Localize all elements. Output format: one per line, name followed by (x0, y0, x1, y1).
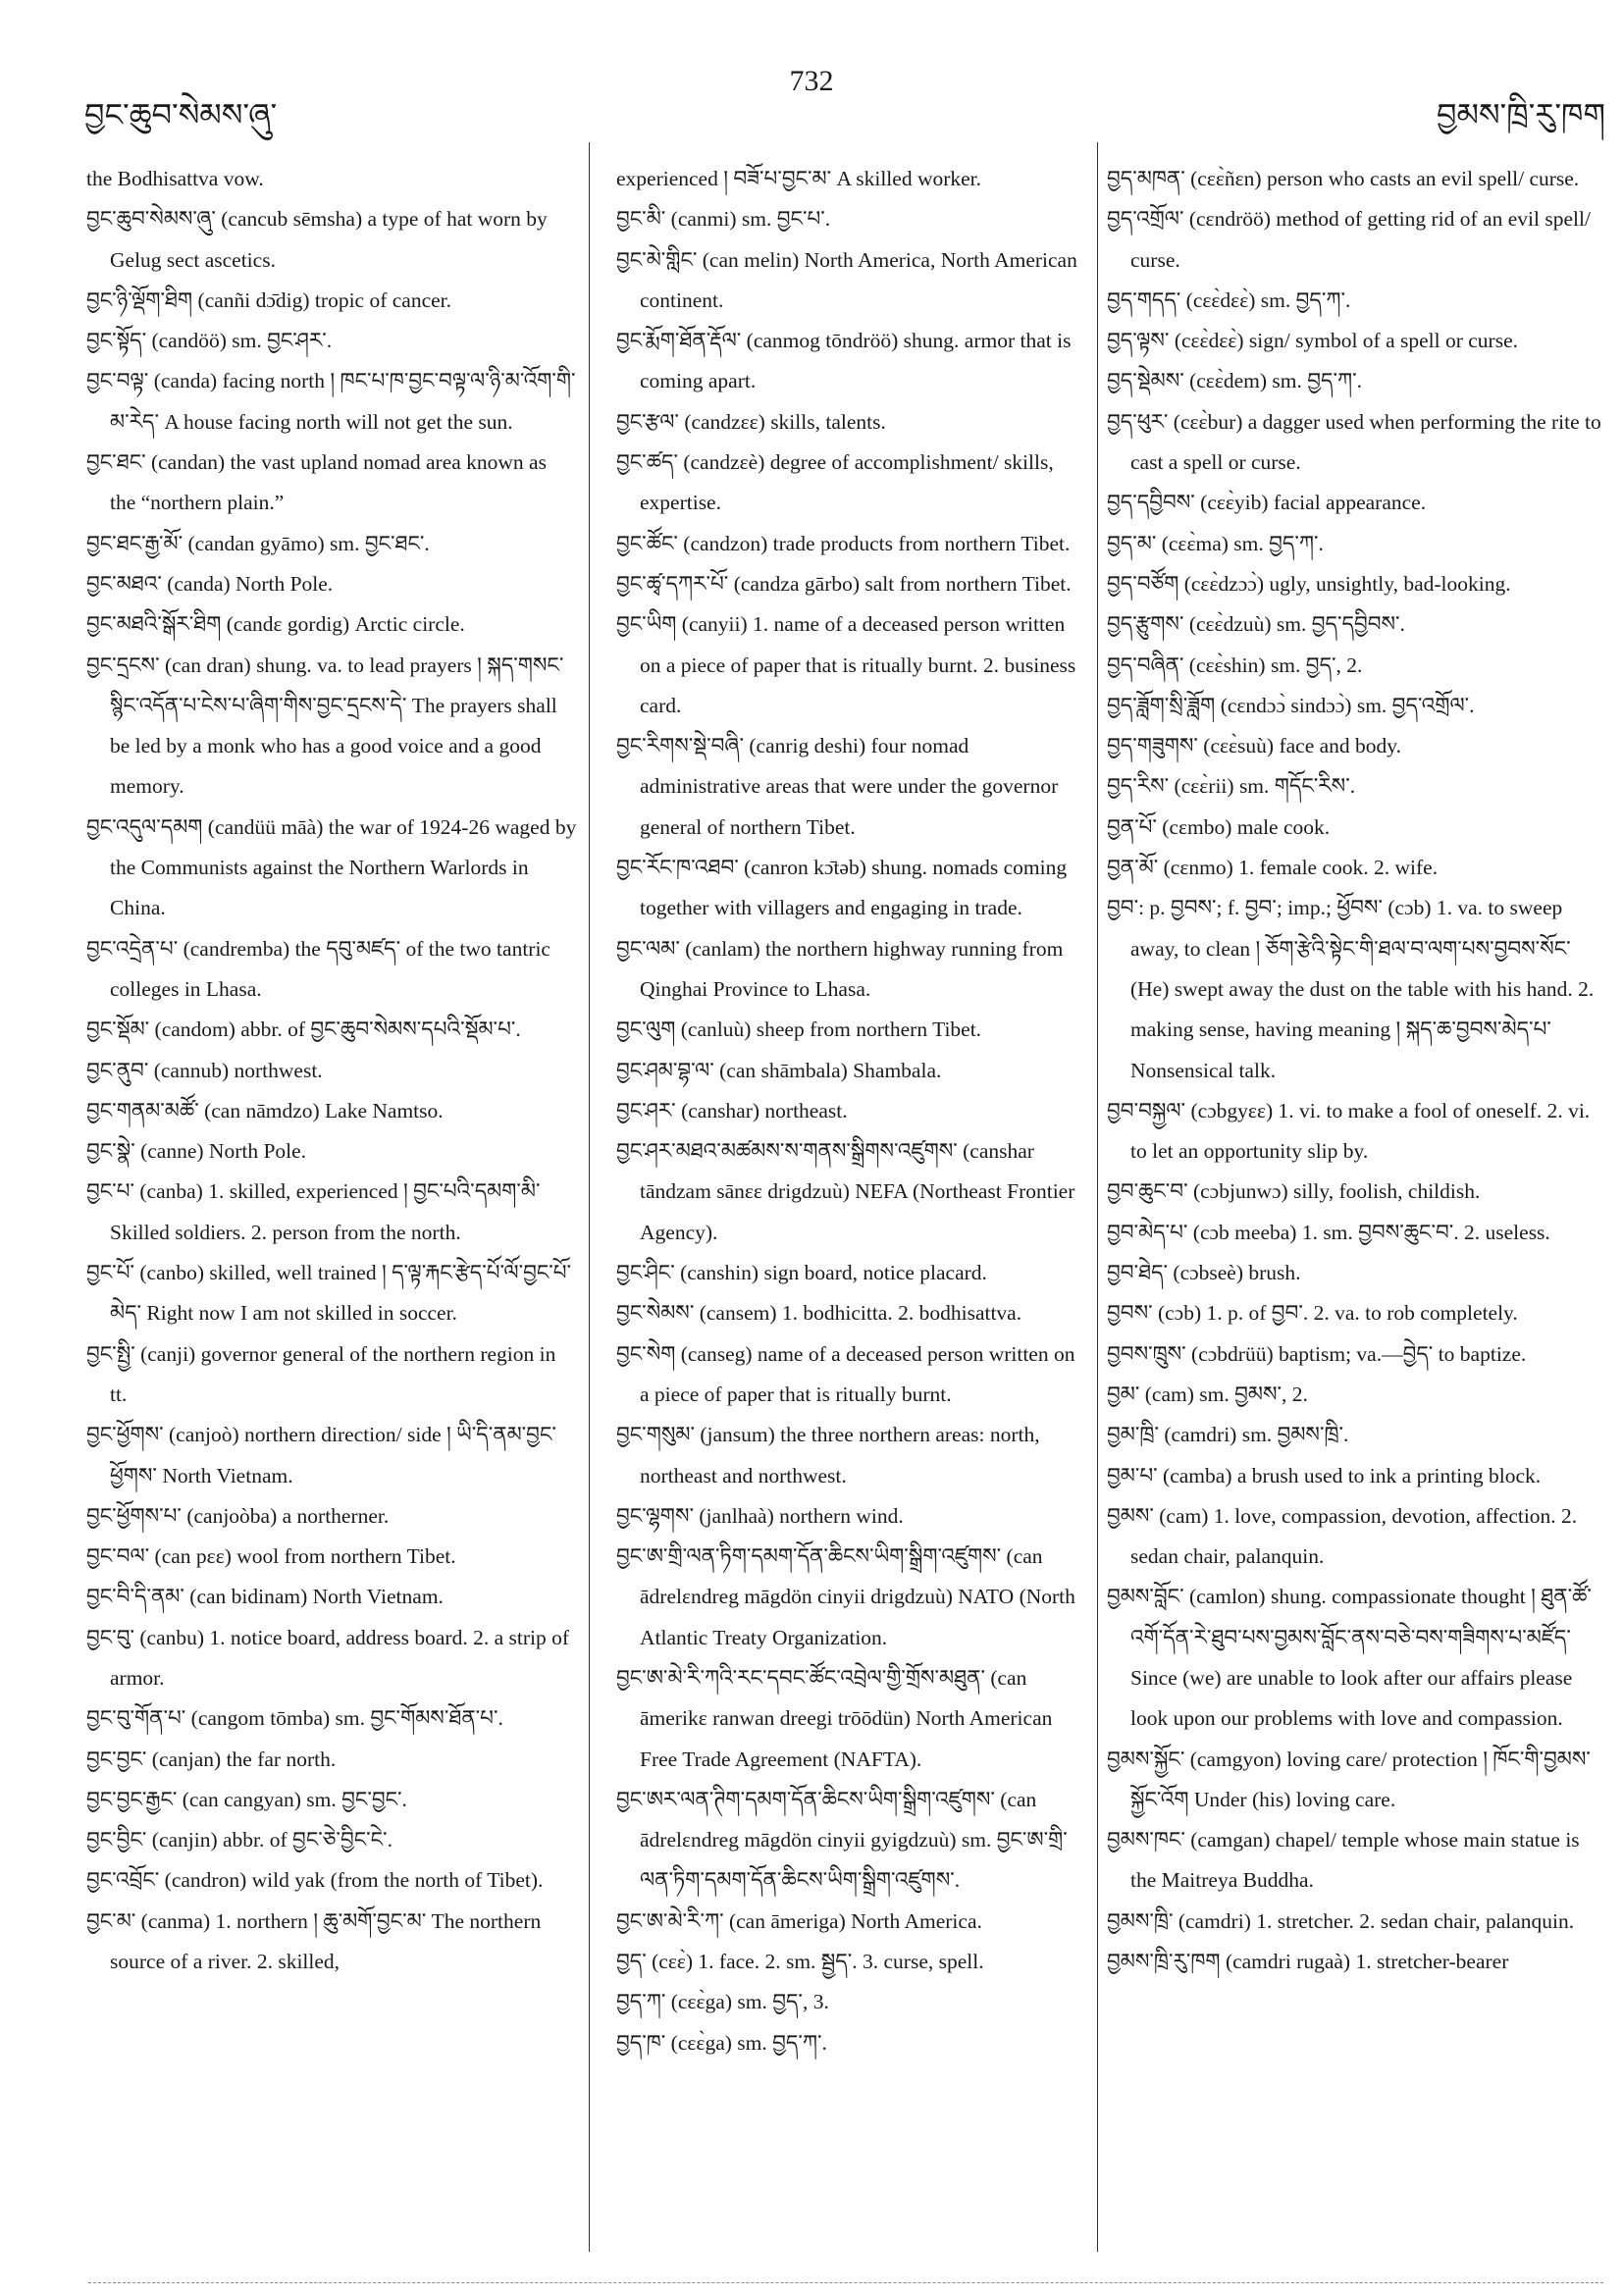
dictionary-entry: བྱང་བུ་ (canbu) 1. notice board, address board. 2. a strip of armor. (86, 1625, 569, 1690)
dictionary-entry: experienced ། བཟོ་པ་བྱང་མ་ A skilled worker. (616, 167, 982, 190)
dictionary-entry: བྱང་པ་ (canba) 1. skilled, experienced ། བྱང་པའི་དམག་མི་ Skilled soldiers. 2. person from the north. (86, 1179, 541, 1244)
dictionary-entry: བྱང་མ་ (canma) 1. northern ། ཆུ་མགོ་བྱང་མ་ The northern source of a river. 2. skilled, (86, 1908, 542, 1974)
dictionary-entry: བྱད་འགྲོལ་ (cɛndröö) method of getting rid of an evil spell/ curse. (1107, 207, 1591, 272)
dictionary-entry: བྱད་ཀ་ (cɛɛ̀ga) sm. བྱད་, 3. (616, 1990, 829, 2014)
dictionary-entry: བྱང་གནམ་མཚོ་ (can nāmdzo) Lake Namtso. (86, 1098, 444, 1122)
dictionary-entry: བྱམས་ཁང་ (camgan) chapel/ temple whose main statue is the Maitreya Buddha. (1107, 1828, 1580, 1893)
dictionary-entry: བྱང་སྤྱི་ (canji) governor general of the northern region in tt. (86, 1341, 556, 1406)
dictionary-entry: བྱང་ཤར་མཐའ་མཚམས་ས་གནས་སྒྲིགས་འཛུགས་ (canshar tāndzam sānɛɛ drigdzuù) NEFA (Northeast Frontier Agency). (616, 1139, 1075, 1244)
dictionary-entry: བྱང་བུ་གོན་པ་ (cangom tōmba) sm. བྱང་གོམས་ཐོན་པ་. (86, 1706, 503, 1731)
dictionary-entry: བྱད་ལྟས་ (cɛɛ̀dɛɛ̀) sign/ symbol of a spell or curse. (1107, 329, 1519, 353)
column-2 (616, 159, 1077, 2063)
dictionary-entry: བྱང་མཐའ་ (canda) North Pole. (86, 571, 334, 596)
dictionary-entry: བྱང་གསུམ་ (jansum) the three northern areas: north, northeast and northwest. (616, 1423, 1040, 1487)
dictionary-entry: བྱབས་ (cɔb) 1. p. of བྱབ་. 2. va. to rob completely. (1107, 1301, 1518, 1326)
dictionary-entry: བྱད་སྡེམས་ (cɛɛ̀dem) sm. བྱད་ཀ་. (1107, 369, 1363, 393)
dictionary-entry: བྱད་མ་ (cɛɛ̀ma) sm. བྱད་ཀ་. (1107, 531, 1324, 555)
dictionary-entry: བྱད་གདད་ (cɛɛ̀dɛɛ̀) sm. བྱད་ཀ་. (1107, 287, 1351, 312)
dictionary-entry: བྱབ་ཐེད་ (cɔbseè) brush. (1107, 1261, 1301, 1285)
dictionary-entry: བྱང་ལུག (canluù) sheep from northern Tibet. (616, 1018, 982, 1042)
dictionary-entry: བྱམ་ཁྲི་ (camdri) sm. བྱམས་ཁྲི་. (1107, 1423, 1349, 1447)
dictionary-entry: བྱད་ཁ་ (cɛɛ̀ga) sm. བྱད་ཀ་. (616, 2030, 827, 2055)
dictionary-entry: བྱང་ཚོང་ (candzon) trade products from northern Tibet. (616, 531, 1071, 555)
dictionary-entry: བྱམ་པ་ (camba) a brush used to ink a printing block. (1107, 1463, 1542, 1487)
dictionary-entry: བྱང་ཚྭ་དཀར་པོ་ (candza gārbo) salt from northern Tibet. (616, 571, 1072, 596)
dictionary-entry: བྱད་དབྱིབས་ (cɛɛ̀yib) facial appearance. (1107, 491, 1427, 515)
dictionary-entry: བྱབ་མེད་པ་ (cɔb meeba) 1. sm. བྱབས་ཆུང་བ་. 2. useless. (1107, 1220, 1550, 1244)
dictionary-entry: བྱན་མོ་ (cɛnmo) 1. female cook. 2. wife. (1107, 856, 1439, 880)
dictionary-entry: བྱམས་ (cam) 1. love, compassion, devotion, affection. 2. sedan chair, palanquin. (1107, 1503, 1578, 1569)
dictionary-entry: བྱང་ཐང་ (candan) the vast upland nomad area known as the “northern plain.” (86, 450, 547, 515)
dictionary-entry: བྱང་མེ་གླིང་ (can melin) North America, North American continent. (616, 247, 1077, 312)
dictionary-entry: བྱད་ཟློག་སྲི་ཟློག (cɛndɔɔ̀ sindɔɔ̀) sm. བྱད་འགྲོལ་. (1107, 693, 1475, 717)
dictionary-entry: བྱང་པོ་ (canbo) skilled, well trained ། ད་ལྟ་རྐང་རྩེད་པོ་ལོ་བྱང་པོ་མེད་ Right now I am not skilled in soccer. (86, 1261, 572, 1326)
dictionary-entry: བྱད་རྩུགས་ (cɛɛ̀dzuù) sm. བྱད་དབྱིབས་. (1107, 612, 1405, 637)
dictionary-entry: བྱད་བཙོག (cɛɛ̀dzɔɔ̀) ugly, unsightly, bad-looking. (1107, 571, 1511, 596)
dictionary-entry: བྱང་རོང་ཁ་འཐབ་ (canron kɔ̄təb) shung. nomads coming together with villagers and engaging in trade. (616, 856, 1068, 920)
dictionary-entry: བྱང་ལམ་ (canlam) the northern highway running from Qinghai Province to Lhasa. (616, 936, 1064, 1001)
dictionary-entry: the Bodhisattva vow. (86, 167, 264, 190)
dictionary-entry: བྱང་ཕྱོགས་པ་ (canjoòba) a northerner. (86, 1503, 390, 1528)
column-divider (1097, 142, 1098, 2252)
dictionary-entry: བྱབ་ཆུང་བ་ (cɔbjunwɔ) silly, foolish, childish. (1107, 1179, 1481, 1204)
dictionary-entry: བྱབས་ཁྲུས་ (cɔbdrüü) baptism; va.—བྱེད་ to baptize. (1107, 1341, 1527, 1366)
dictionary-entry: བྱང་བྱང་རྒྱང་ (can cangyan) sm. བྱང་བྱང་. (86, 1787, 407, 1811)
dictionary-entry: བྱང་དྲངས་ (can dran) shung. va. to lead prayers ། སྐད་གསང་སྙིང་འདོན་པ་ངེས་པ་ཞིག་གིས་བྱང་དྲངས་དེ་ The prayers shall be led by a monk who has a good voice and a good memory. (86, 652, 564, 799)
dictionary-entry: བྱང་ཤམ་བྷ་ལ་ (can shāmbala) Shambala. (616, 1058, 942, 1082)
page-number: 732 (789, 65, 834, 97)
column-1 (86, 159, 577, 1982)
dictionary-entry: བྱང་མི་ (canmi) sm. བྱང་པ་. (616, 207, 831, 232)
dictionary-entry: བྱང་ནུབ་ (cannub) northwest. (86, 1058, 323, 1082)
dictionary-entry: བྱང་བྱིང་ (canjin) abbr. of བྱང་ཅེ་བྱིང་ངེ་. (86, 1828, 393, 1852)
dictionary-entry: བྱད་གཟུགས་ (cɛɛ̀suù) face and body. (1107, 734, 1402, 758)
dictionary-entry: བྱད་ཕུར་ (cɛɛ̀bur) a dagger used when performing the rite to cast a spell or curse. (1107, 409, 1601, 475)
left-guideword: བྱང་ཆུབ་སེམས་ཞུ་ (84, 97, 278, 132)
dictionary-entry: བྱང་འདུལ་དམག (candüü māà) the war of 1924-26 waged by the Communists against the Northern Warlords in China. (86, 814, 577, 920)
dictionary-entry: བྱང་སྣེ་ (canne) North Pole. (86, 1139, 307, 1164)
dictionary-entry: བྱང་ཆུབ་སེམས་ཞུ་ (cancub sēmsha) a type of hat worn by Gelug sect ascetics. (86, 207, 548, 272)
dictionary-entry: བྱང་འདྲེན་པ་ (candremba) the དབུ་མཛད་ of the two tantric colleges in Lhasa. (86, 936, 550, 1001)
column-3 (1107, 159, 1609, 1982)
dictionary-entry: བྱང་སེམས་ (cansem) 1. bodhicitta. 2. bodhisattva. (616, 1301, 1022, 1326)
dictionary-entry: བྱང་ལྷགས་ (janlhaà) northern wind. (616, 1503, 904, 1528)
dictionary-entry: བྱད་མཁན་ (cɛɛ̀ñɛn) person who casts an evil spell/ curse. (1107, 167, 1580, 190)
dictionary-entry: བྱང་སེག (canseg) name of a deceased person written on a piece of paper that is ritually burnt. (616, 1341, 1075, 1406)
dictionary-entry: བྱམ་ (cam) sm. བྱམས་, 2. (1107, 1382, 1308, 1406)
dictionary-entry: བྱང་སྟོད་ (candöö) sm. བྱང་ཤར་. (86, 329, 333, 353)
dictionary-entry: བྱང་ཤིང་ (canshin) sign board, notice placard. (616, 1261, 987, 1285)
dictionary-entry: བྱང་ཕྱོགས་ (canjoò) northern direction/ side ། ཡི་དི་ནམ་བྱང་ཕྱོགས་ North Vietnam. (86, 1423, 556, 1487)
dictionary-entry: བྱན་པོ་ (cɛmbo) male cook. (1107, 814, 1331, 839)
dictionary-entry: བྱང་ཨ་མེ་རི་ཀ་ (can āmeriga) North America. (616, 1908, 982, 1933)
dictionary-entry: བྱང་འབྲོང་ (candron) wild yak (from the north of Tibet). (86, 1868, 544, 1893)
dictionary-entry: བྱང་ཨར་ལན་ཊིག་དམག་དོན་ཆིངས་ཡིག་སྒྲིག་འཛུགས་ (can ādrelɛndreg māgdön cinyii gyigdzuù) sm. བྱང་ཨ་གྲི་ལན་ཏིག་དམག་དོན་ཆིངས་ཡིག་སྒྲིག་འཛུགས་. (616, 1787, 1068, 1893)
dictionary-entry: བྱང་རྨོག་ཐོན་རྡོལ་ (canmog tōndröö) shung. armor that is coming apart. (616, 329, 1072, 393)
dictionary-entry: བྱང་རིགས་སྡེ་བཞི་ (canrig deshi) four nomad administrative areas that were under the governor general of northern Tibet. (616, 734, 1059, 839)
dictionary-entry: བྱང་ཚད་ (candzɛè) degree of accomplishment/ skills, expertise. (616, 450, 1054, 515)
dictionary-entry: བྱང་བི་དི་ནམ་ (can bidinam) North Vietnam. (86, 1585, 444, 1609)
dictionary-entry: བྱབ་བསྐྱལ་ (cɔbgyɛɛ) 1. vi. to make a fool of oneself. 2. vi. to let an opportunity slip by. (1107, 1098, 1591, 1164)
right-guideword: བྱམས་ཁྲི་རུ་ཁག (1436, 97, 1605, 132)
dictionary-entry: བྱང་མཐའི་སྒོར་ཐིག (candɛ gordig) Arctic circle. (86, 612, 465, 637)
dictionary-entry: བྱང་ཤར་ (canshar) northeast. (616, 1098, 848, 1122)
dictionary-entry: བྱད་རིས་ (cɛɛ̀rii) sm. གདོང་རིས་. (1107, 774, 1356, 799)
dictionary-entry: བྱང་ཨ་གྲི་ལན་ཏིག་དམག་དོན་ཆིངས་ཡིག་སྒྲིག་འཛུགས་ (can ādrelɛndreg māgdön cinyii drigdzuù) NATO (North Atlantic Treaty Organization. (616, 1544, 1075, 1649)
dictionary-entry: བྱང་ཡིག (canyii) 1. name of a deceased person written on a piece of paper that is ritually burnt. 2. business card. (616, 612, 1076, 717)
dictionary-entry: བྱབ་: p. བྱབས་; f. བྱབ་; imp.; ཕྱོབས་ (cɔb) 1. va. to sweep away, to clean ། ཅོག་རྩེའི་སྟེང་གི་ཐལ་བ་ལག་པས་བྱབས་སོང་ (He) swept away the dust on the table with his hand. 2. making sense, having meaning ། སྐད་ཆ་བྱབས་མེད་པ་ Nonsensical talk. (1107, 896, 1595, 1082)
dictionary-entry: བྱམས་ཁྲི་ (camdri) 1. stretcher. 2. sedan chair, palanquin. (1107, 1908, 1575, 1933)
dictionary-entry: བྱང་རྩལ་ (candzɛɛ) skills, talents. (616, 409, 886, 434)
dictionary-entry: བྱད་ (cɛɛ̀) 1. face. 2. sm. སྦྱད་. 3. curse, spell. (616, 1950, 984, 1974)
dictionary-entry: བྱང་ཨ་མེ་རི་ཀའི་རང་དབང་ཚོང་འབྲེལ་གྱི་གྲོས་མཐུན་ (can āmerikɛ ranwan dreegi trōōdün) North American Free Trade Agreement (NAFTA). (616, 1665, 1053, 1771)
dictionary-entry: བྱང་བལ་ (can pɛɛ) wool from northern Tibet. (86, 1544, 456, 1569)
bottom-rule (88, 2282, 1603, 2283)
dictionary-entry: བྱང་སྡོམ་ (candom) abbr. of བྱང་ཆུབ་སེམས་དཔའི་སྡོམ་པ་. (86, 1018, 521, 1042)
column-divider (589, 142, 590, 2252)
dictionary-entry: བྱམས་བློང་ (camlon) shung. compassionate thought ། ཐུན་ཚོ་འགོ་དོན་རེ་ཐུབ་པས་བྱམས་བློང་ནས་བཅེ་བས་གཟིགས་པ་མཛོད་ Since (we) are unable to look after our affairs please look upon our problems with love and compassion. (1107, 1585, 1592, 1731)
dictionary-entry: བྱང་ཐང་རྒྱ་མོ་ (candan gyāmo) sm. བྱང་ཐང་. (86, 531, 430, 555)
dictionary-entry: བྱང་བྱང་ (canjan) the far north. (86, 1747, 337, 1771)
dictionary-entry: བྱམས་ཁྲི་རུ་ཁག (camdri rugaà) 1. stretcher-bearer (1107, 1950, 1509, 1974)
dictionary-entry: བྱང་ཉི་ལྡོག་ཐིག (canñi dɔ̄dig) tropic of cancer. (86, 287, 452, 312)
dictionary-entry: བྱང་བལྟ་ (canda) facing north ། ཁང་པ་ཁ་བྱང་བལྟ་ལ་ཉི་མ་འོག་གི་མ་རེད་ A house facing north will not get the sun. (86, 369, 576, 434)
dictionary-entry: བྱམས་སྐྱོང་ (camgyon) loving care/ protection ། ཁོང་གི་བྱམས་སྐྱོང་འོག Under (his) loving care. (1107, 1747, 1591, 1811)
dictionary-entry: བྱད་བཞིན་ (cɛɛ̀shin) sm. བྱད་, 2. (1107, 652, 1363, 677)
